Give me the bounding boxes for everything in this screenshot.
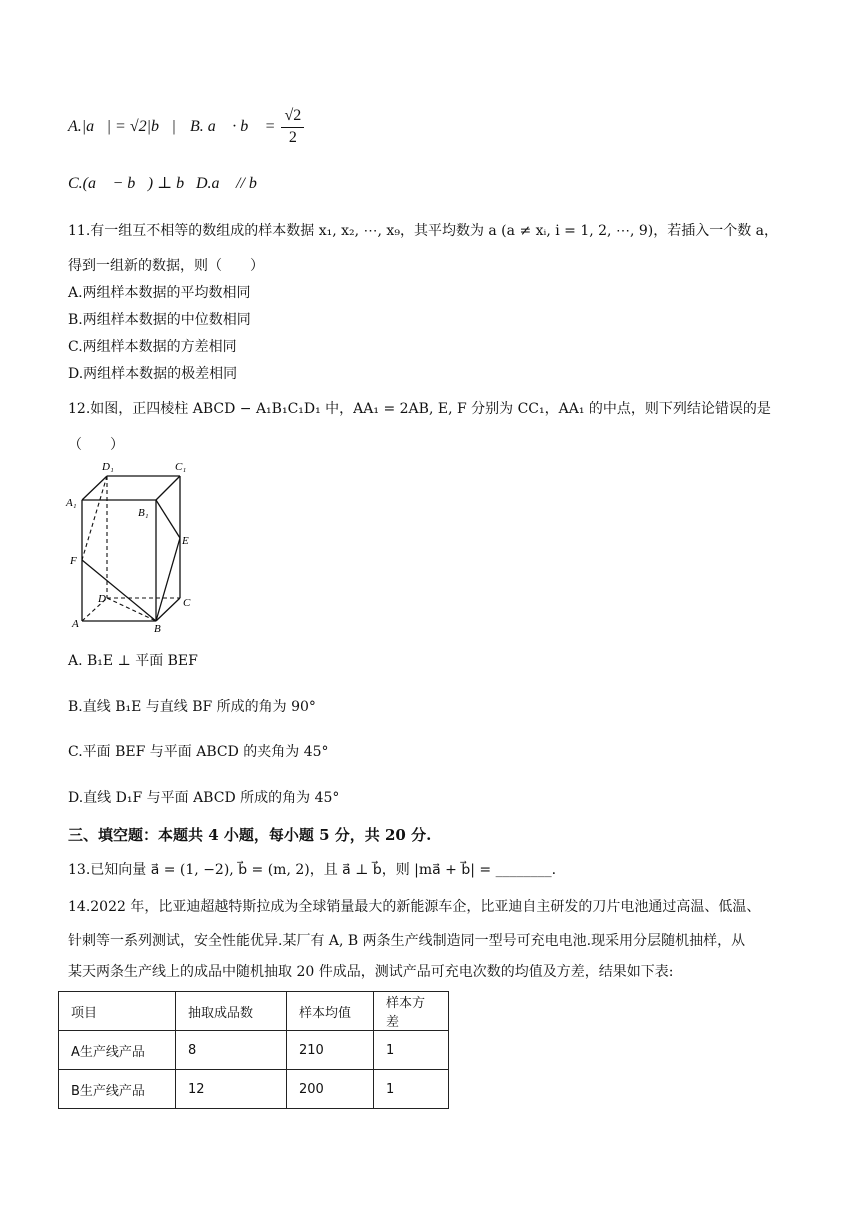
fraction-denominator: 2 (288, 128, 297, 146)
table-cell: 12 (176, 1070, 287, 1109)
segment-fb (82, 560, 156, 621)
table-row (59, 1031, 449, 1070)
option-10a: A.|a⃗| = √2|b⃗| (68, 118, 176, 135)
table-cell: A生产线产品 (59, 1031, 176, 1070)
table-cell: 8 (176, 1031, 287, 1070)
question-13-stem: 13.已知向量 a⃗ = (1, −2), b⃗ = (m, 2)，且 a⃗ ⊥ b⃗，则 |ma⃗ + b⃗| = ________. (68, 862, 557, 878)
label-c1: C₁ (175, 461, 187, 473)
section-3-heading: 三、填空题：本题共 4 小题，每小题 5 分，共 20 分. (68, 826, 432, 844)
question-12-stem-line2: （ ） (68, 437, 124, 453)
option-10c: C.(a⃗ − b⃗) ⊥ b⃗ (68, 175, 197, 192)
label-a1: A₁ (66, 497, 77, 509)
label-c: C (183, 597, 191, 609)
label-e: E (182, 535, 189, 547)
table-cell: 210 (287, 1031, 374, 1070)
table-header-cell: 项目 (59, 992, 176, 1031)
option-10b-prefix: B. (190, 117, 204, 135)
question-12-option-a: A. B₁E ⊥ 平面 BEF (68, 653, 198, 669)
question-11-option-c: C.两组样本数据的方差相同 (68, 339, 237, 355)
question-14-line3: 某天两条生产线上的成品中随机抽取 20 件成品，测试产品可充电次数的均值及方差，结果如下表: (68, 964, 674, 980)
label-b: B (154, 623, 161, 635)
table-header-row (59, 992, 449, 1031)
question-12-option-c: C.平面 BEF 与平面 ABCD 的夹角为 45° (68, 744, 329, 760)
question-12-option-d: D.直线 D₁F 与平面 ABCD 所成的角为 45° (68, 790, 340, 806)
table-header-cell: 样本均值 (287, 992, 374, 1031)
question-12-stem-line1: 12.如图，正四棱柱 ABCD − A₁B₁C₁D₁ 中，AA₁ = 2AB, E, F 分别为 CC₁，AA₁ 的中点，则下列结论错误的是 (68, 401, 771, 417)
question-14-line1: 14.2022 年，比亚迪超越特斯拉成为全球销量最大的新能源车企，比亚迪自主研发的刀片电池通过高温、低温、 (68, 899, 761, 915)
results-table (58, 991, 449, 1109)
fraction-numerator: √2 (281, 106, 304, 128)
option-10b-fraction (281, 106, 304, 149)
question-11-option-a: A.两组样本数据的平均数相同 (68, 285, 251, 301)
table-cell: 1 (374, 1070, 449, 1109)
question-11-stem-line1: 11.有一组互不相等的数组成的样本数据 x₁, x₂, ⋯, x₉，其平均数为 a (a ≠ xᵢ, i = 1, 2, ⋯, 9)，若插入一个数 a， (68, 223, 779, 239)
option-10b-expr: a⃗ · b⃗ = (207, 117, 276, 135)
label-f: F (70, 555, 77, 567)
prism-figure (62, 458, 202, 638)
table-header-cell: 抽取成品数 (176, 992, 287, 1031)
question-14-line2: 针刺等一系列测试，安全性能优异.某厂有 A, B 两条生产线制造同一型号可充电电池.现采用分层随机抽样，从 (68, 933, 746, 949)
question-11-option-b: B.两组样本数据的中位数相同 (68, 312, 251, 328)
edge-c1b1 (156, 476, 180, 500)
table-header-cell: 样本方差 (374, 992, 449, 1031)
option-10b (190, 106, 306, 149)
segment-b1e (156, 500, 180, 538)
question-11-stem-line2: 得到一组新的数据，则（ ） (68, 258, 264, 274)
edge-a1d1 (82, 476, 107, 500)
table-cell: 200 (287, 1070, 374, 1109)
table-row (59, 1070, 449, 1109)
table-cell: B生产线产品 (59, 1070, 176, 1109)
option-10d: D.a⃗ // b⃗ (196, 175, 270, 192)
label-d: D (98, 593, 106, 605)
table-cell: 1 (374, 1031, 449, 1070)
question-12-option-b: B.直线 B₁E 与直线 BF 所成的角为 90° (68, 699, 316, 715)
question-11-option-d: D.两组样本数据的极差相同 (68, 366, 238, 382)
label-b1: B₁ (138, 507, 149, 519)
label-d1: D₁ (102, 461, 114, 473)
label-a: A (72, 618, 79, 630)
segment-be (156, 538, 180, 621)
